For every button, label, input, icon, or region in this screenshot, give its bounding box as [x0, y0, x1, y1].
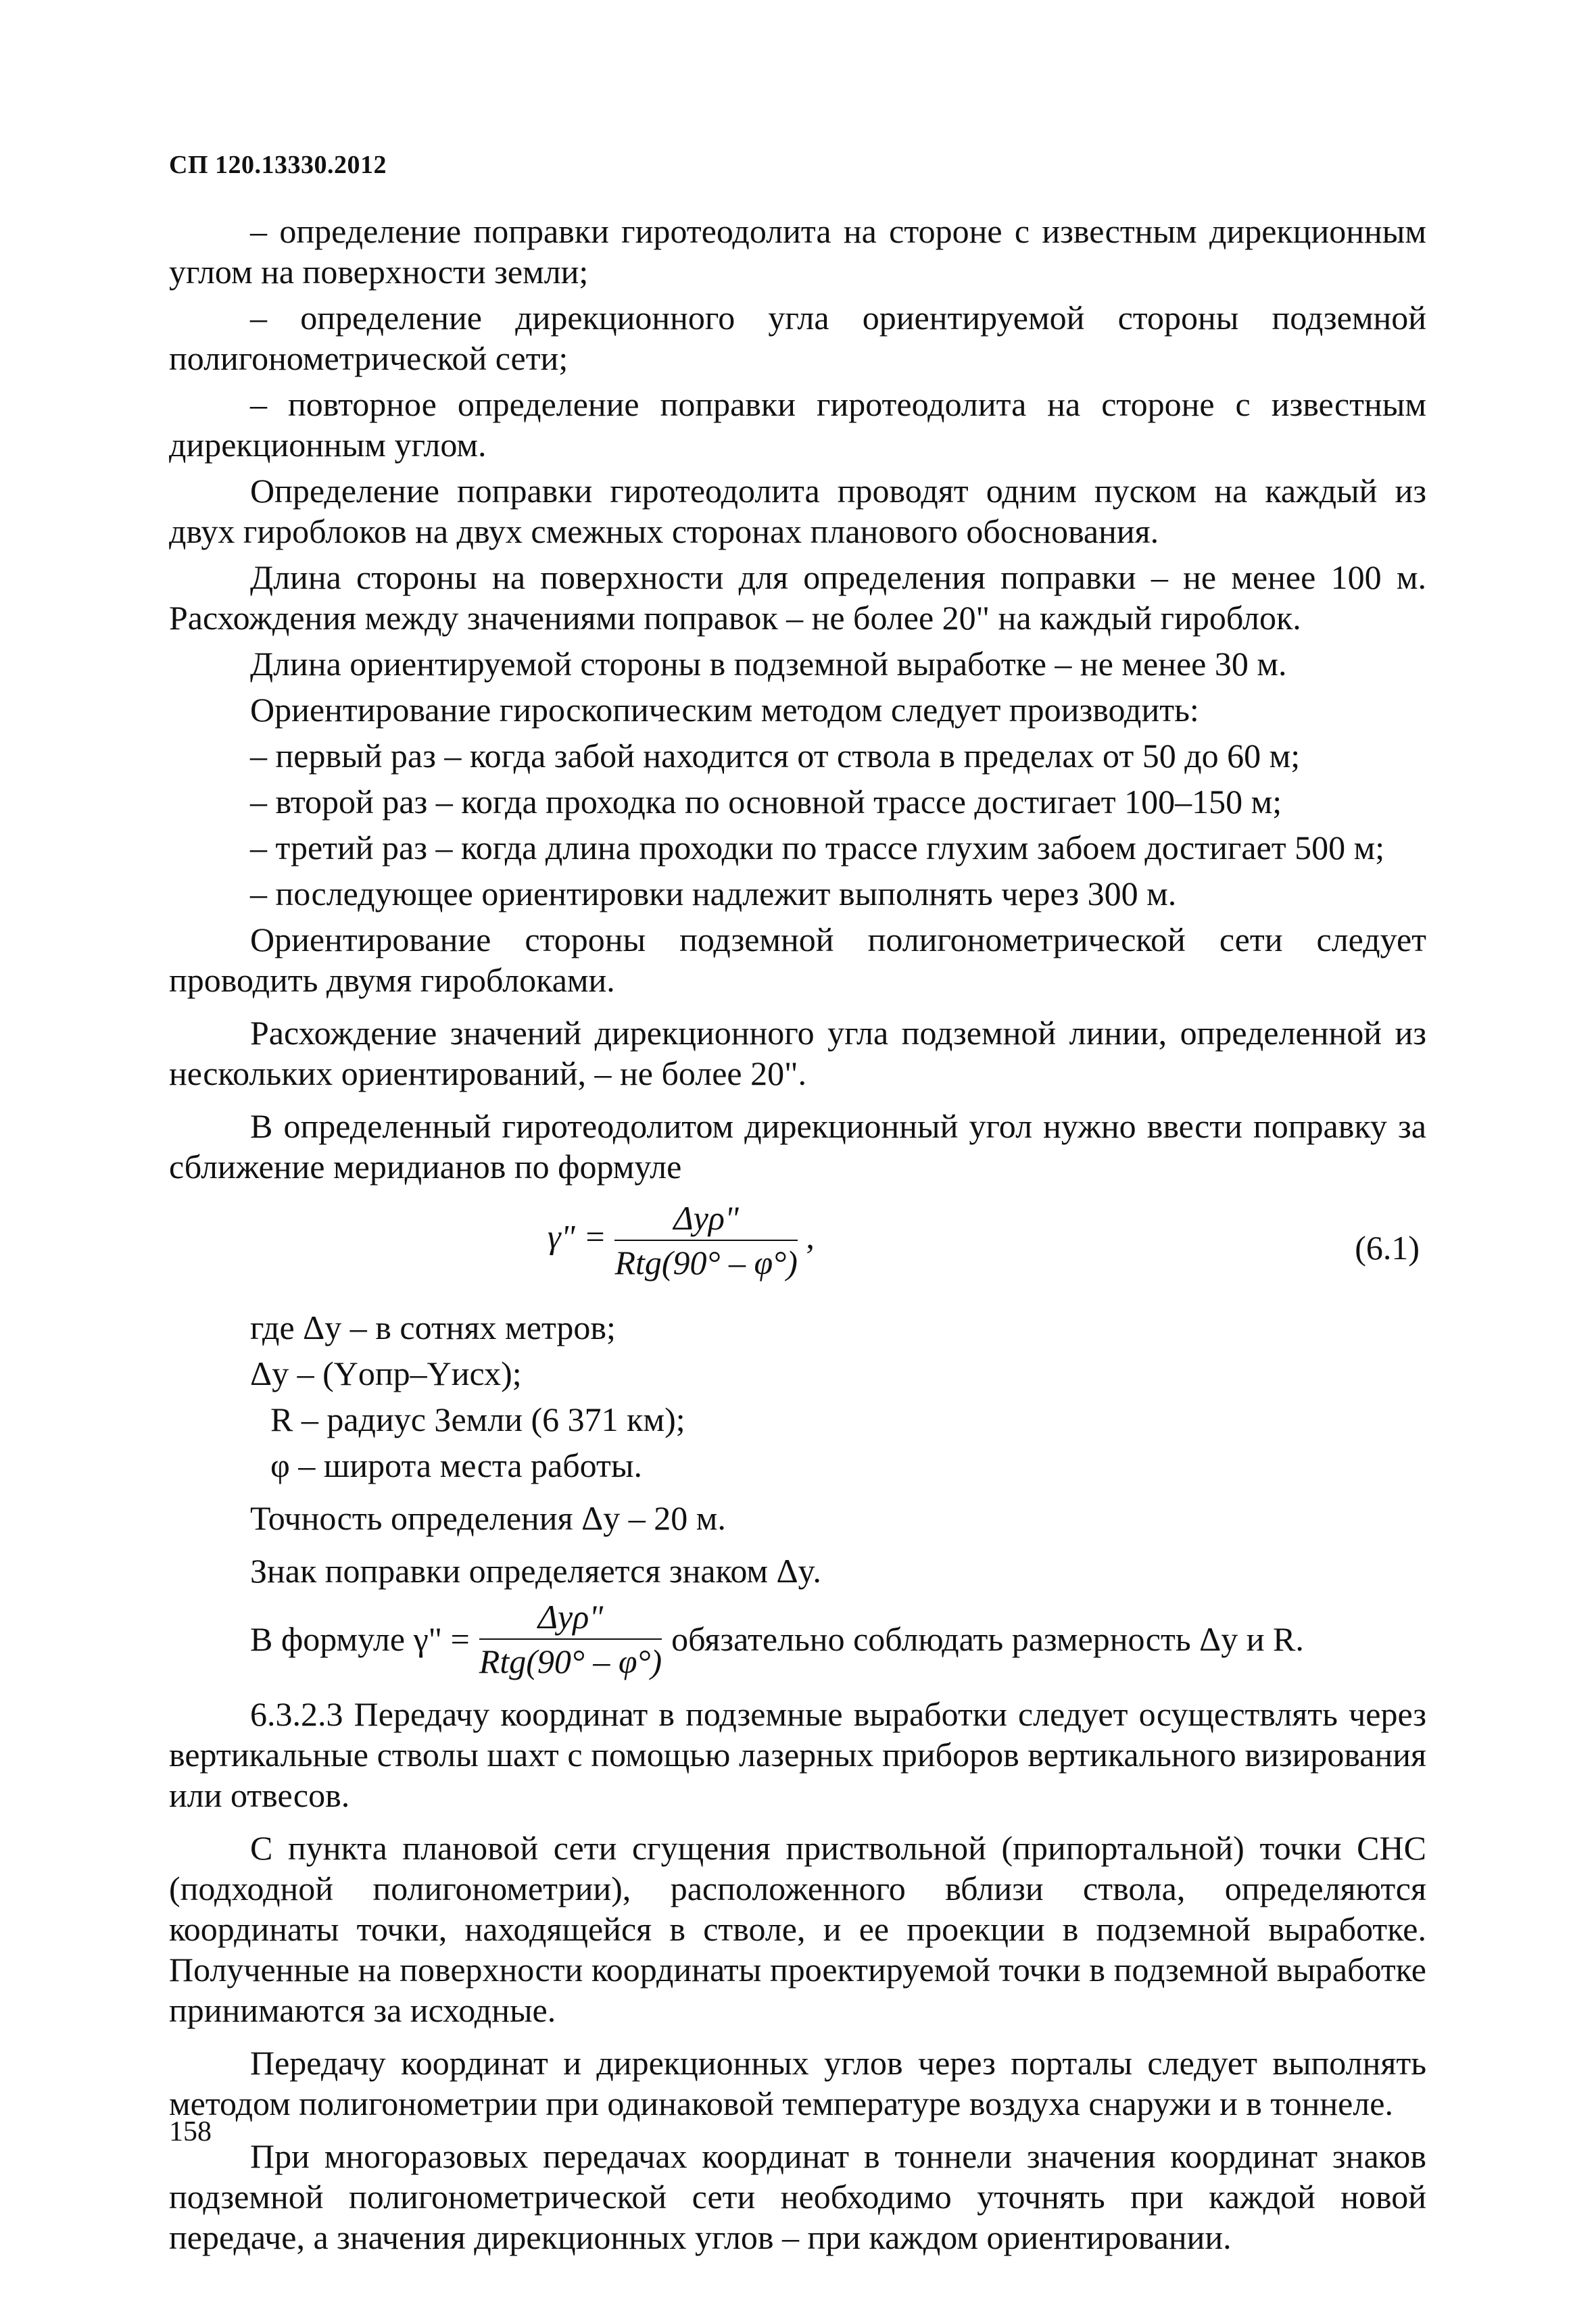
inline-formula-suffix: обязательно соблюдать размерность Δy и R. — [671, 1620, 1304, 1658]
list-item: – третий раз – когда длина проходки по трассе глухим забоем достигает 500 м; — [250, 829, 1385, 867]
document-header: СП 120.13330.2012 — [169, 151, 387, 179]
paragraph-sign: Знак поправки определяется знаком Δy. — [250, 1552, 821, 1590]
where-item: Δy – (Yопр–Yисх); — [250, 1355, 522, 1392]
list-item: – последующее ориентировки надлежит выполнять через 300 м. — [250, 875, 1177, 912]
page-number: 158 — [169, 2116, 212, 2147]
equation-number: (6.1) — [1355, 1229, 1420, 1267]
paragraph-discrepancy: Расхождение значений дирекционного угла подземной линии, определенной из нескольких ориентирований, – не более 20". — [169, 1014, 1426, 1092]
paragraph-side-length: Длина стороны на поверхности для определения поправки – не менее 100 м. Расхождения между значениями поправок – не более 20" на каждый гироблок. — [169, 558, 1426, 637]
list-item: – определение дирекционного угла ориентируемой стороны подземной полигонометрической сети; — [169, 299, 1426, 377]
page-body — [169, 211, 1426, 2263]
where-item: R – радиус Земли (6 371 км); — [270, 1400, 685, 1438]
paragraph-oriented-side-length: Длина ориентируемой стороны в подземной выработке – не менее 30 м. — [250, 645, 1287, 683]
paragraph-two-gyroblocks: Ориентирование стороны подземной полигонометрической сети следует проводить двумя гироблоками. — [169, 921, 1426, 999]
formula-denominator: Rtg(90° – φ°) — [614, 1244, 798, 1282]
list-item: – повторное определение поправки гиротеодолита на стороне с известным дирекционным углом. — [169, 385, 1426, 464]
list-item: – определение поправки гиротеодолита на стороне с известным дирекционным углом на поверхности земли; — [169, 212, 1426, 291]
paragraph-portals: Передачу координат и дирекционных углов через порталы следует выполнять методом полигонометрии при одинаковой температуре воздуха снаружи и в тоннеле. — [169, 2044, 1426, 2122]
where-item: φ – широта места работы. — [270, 1446, 642, 1484]
paragraph-sns: С пункта плановой сети сгущения приствольной (припортальной) точки СНС (подходной полигонометрии), расположенного вблизи ствола, определяются координаты точки, находящейся в стволе, и ее проекции в подземной выработке. Полученные на поверхности координаты проектируемой точки в подземной выработке принимаются за исходные. — [169, 1829, 1426, 2029]
inline-formula — [169, 1597, 1426, 1682]
formula-lhs: γ" = — [548, 1217, 606, 1256]
paragraph-gyro-correction: Определение поправки гиротеодолита проводят одним пуском на каждый из двух гироблоков на двух смежных сторонах планового обоснования. — [169, 472, 1426, 550]
inline-formula-numerator: Δyρ" — [479, 1597, 662, 1640]
paragraph-accuracy: Точность определения Δy – 20 м. — [250, 1499, 726, 1537]
formula-6-1 — [169, 1198, 1426, 1299]
paragraph-orientation-method: Ориентирование гироскопическим методом следует производить: — [250, 691, 1199, 729]
paragraph-formula-intro: В определенный гиротеодолитом дирекционный угол нужно ввести поправку за сближение меридианов по формуле — [169, 1107, 1426, 1186]
list-item: – второй раз – когда проходка по основной трассе достигает 100–150 м; — [250, 783, 1282, 821]
inline-formula-denominator: Rtg(90° – φ°) — [479, 1642, 662, 1680]
inline-formula-prefix: В формуле γ" = — [250, 1620, 470, 1658]
inline-formula-fraction — [479, 1597, 662, 1682]
where-item: где Δy – в сотнях метров; — [250, 1309, 616, 1346]
formula-trail: , — [806, 1217, 815, 1256]
formula-fraction — [614, 1198, 797, 1283]
formula-numerator: Δyρ" — [614, 1198, 797, 1241]
list-item: – первый раз – когда забой находится от ствола в пределах от 50 до 60 м; — [250, 737, 1301, 775]
paragraph-multiple-transfers: При многоразовых передачах координат в тоннели значения координат знаков подземной полигонометрической сети необходимо уточнять при каждой новой передаче, а значения дирекционных углов – при каждом ориентировании. — [169, 2137, 1426, 2256]
paragraph-6-3-2-3: 6.3.2.3 Передачу координат в подземные выработки следует осуществлять через вертикальные стволы шахт с помощью лазерных приборов вертикального визирования или отвесов. — [169, 1695, 1426, 1814]
